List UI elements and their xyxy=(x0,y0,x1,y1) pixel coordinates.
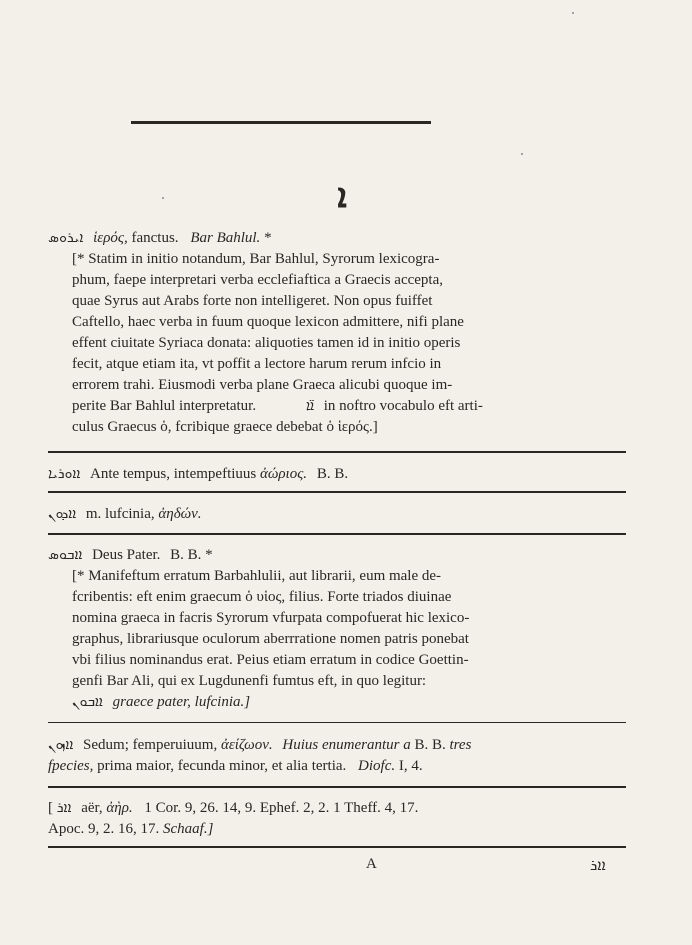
syriac-word: ܐܐܪ xyxy=(56,800,72,816)
syriac-word: ܐ̈ܐ xyxy=(305,398,315,414)
note-line: in noftro vocabulo eft arti- xyxy=(323,398,483,414)
paper-speck xyxy=(162,197,164,199)
latin-gloss: Sedum; femperuiuum, xyxy=(83,737,218,753)
greek-word: ἀώριος. xyxy=(260,466,308,482)
entry-text: prima maior, fecunda minor, et alia tertia. xyxy=(97,758,347,774)
source-ref: Diofc. xyxy=(358,758,396,774)
note-line: phum, faepe interpretari verba ecclefiaftica a Graecis accepta, xyxy=(72,272,444,288)
syriac-word: ܐܐܘܪܝܐ xyxy=(48,466,81,482)
note-line: effent ciuitate Syriaca donata: aliquoties tamen id in initio operis xyxy=(72,335,461,351)
greek-word: ἀηδών. xyxy=(158,506,202,522)
section-letter: ܐ xyxy=(337,178,347,215)
note-mark: * xyxy=(205,547,213,563)
note-line: fecit, atque etiam ita, vt poffit a lectore harum rerum infcio in xyxy=(72,356,442,372)
entry-divider xyxy=(48,786,626,788)
entry-hieros xyxy=(48,228,628,438)
entry-note xyxy=(72,566,628,713)
entry-aer xyxy=(48,798,628,840)
note-line: quae Syrus aut Arabs forte non intelligeret. Non opus fuiffet xyxy=(72,293,433,309)
latin-gloss: aër, xyxy=(81,800,103,816)
note-line: nomina graeca in facris Syrorum vfurpata compofuerat hic lexico- xyxy=(72,610,470,626)
entry-line xyxy=(48,735,628,756)
note-line-composite xyxy=(72,692,628,713)
entry-divider xyxy=(48,722,626,723)
note-line: [* Statim in initio notandum, Bar Bahlul, Syrorum lexicogra- xyxy=(72,251,440,267)
open-bracket: [ xyxy=(48,800,53,816)
greek-word: ἀείζωον. xyxy=(220,737,273,753)
note-line-composite xyxy=(72,396,628,417)
latin-gloss: Ante tempus, intempeftiuus xyxy=(90,466,257,482)
syriac-word: ܐܐܒܘܢ xyxy=(72,694,103,710)
source-ref: Bar Bahlul. xyxy=(190,230,261,246)
note-line: graphus, librariusque oculorum aberrratione nomen patris ponebat xyxy=(72,631,469,647)
entry-text: I, 4. xyxy=(398,758,423,774)
header-rule xyxy=(131,121,431,124)
greek-word: ἀὴρ. xyxy=(106,800,133,816)
entry-divider xyxy=(48,846,626,848)
syriac-word: ܐܐܒܘܣ xyxy=(48,547,83,563)
greek-word: ἱερός, xyxy=(93,230,128,246)
note-line: [* Manifeftum erratum Barbahlulii, aut librarii, eum male de- xyxy=(72,568,442,584)
paper-speck xyxy=(521,153,523,155)
entry-divider xyxy=(48,491,626,493)
syriac-word: ܐܝܪܘܣ xyxy=(48,230,84,246)
source-ref: B. B. xyxy=(316,466,349,482)
note-mark: * xyxy=(264,230,272,246)
entry-line xyxy=(48,756,628,777)
entry-aedon xyxy=(48,504,628,525)
syriac-word: ܐܐܕܘܢ xyxy=(48,506,77,522)
note-line: fcribentis: eft enim graecum ὁ υἱος, filius. Forte triados diuinae xyxy=(72,589,452,605)
entry-divider xyxy=(48,533,626,535)
note-line: Caftello, haec verba in fuum quoque lexicon admittere, nifi plane xyxy=(72,314,464,330)
signature-mark: A xyxy=(366,856,377,872)
note-line: genfi Bar Ali, qui ex Lugdunenfi fumtus eft, in quo legitur: xyxy=(72,673,427,689)
source-ref: B. B. xyxy=(414,737,446,753)
entry-line xyxy=(48,798,628,819)
source-ref: B. B. xyxy=(170,547,202,563)
entry-headline xyxy=(48,228,628,249)
scripture-refs: Apoc. 9, 2. 16, 17. xyxy=(48,821,160,837)
syriac-word: ܐܐܙܘܢ xyxy=(48,737,74,753)
entry-note xyxy=(72,249,628,438)
paper-speck xyxy=(572,12,574,14)
latin-gloss: fanctus. xyxy=(131,230,179,246)
entry-deus-pater xyxy=(48,545,628,713)
note-line: errorem trahi. Eiusmodi verba plane Graeca alicubi quoque im- xyxy=(72,377,453,393)
entry-text: tres xyxy=(449,737,472,753)
note-line: culus Graecus ὁ, fcribique graece debebat ὁ ἱερός.] xyxy=(72,419,378,435)
note-line: perite Bar Bahlul interpretatur. xyxy=(72,398,257,414)
entry-text: fpecies, xyxy=(48,758,94,774)
catchword: ܐܐܪ xyxy=(590,856,606,874)
note-line: graece pater, lufcinia.] xyxy=(112,694,251,710)
entry-aeizoon xyxy=(48,735,628,777)
scripture-refs: 1 Cor. 9, 26. 14, 9. Ephef. 2, 2. 1 Theff. 4, 17. xyxy=(144,800,419,816)
entry-aorios xyxy=(48,464,628,485)
entry-text: Huius enumerantur a xyxy=(282,737,411,753)
source-ref: Schaaf.] xyxy=(163,821,214,837)
entry-line xyxy=(48,819,628,840)
latin-gloss: Deus Pater. xyxy=(92,547,161,563)
entry-divider xyxy=(48,451,626,453)
note-line: vbi filius nominandus erat. Peius etiam erratum in codice Goettin- xyxy=(72,652,469,668)
entry-headline xyxy=(48,545,628,566)
latin-gloss: m. lufcinia, xyxy=(85,506,155,522)
